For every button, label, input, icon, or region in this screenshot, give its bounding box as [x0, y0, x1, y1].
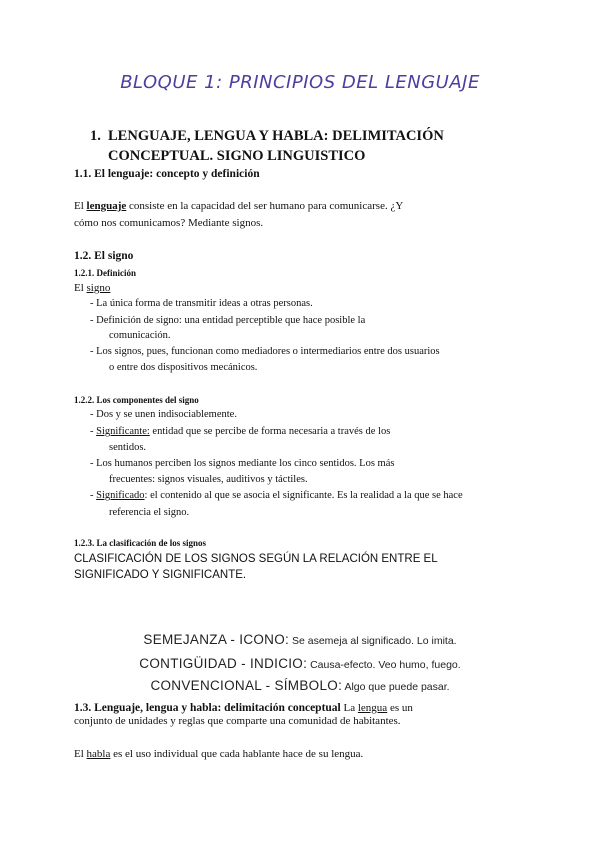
classification-line2: SIGNIFICADO Y SIGNIFICANTE.	[74, 569, 247, 581]
text: -	[90, 426, 97, 437]
term-habla: habla	[86, 748, 111, 760]
list-item: - La única forma de transmitir ideas a otras personas.	[90, 298, 313, 309]
heading-1-2: 1.2. El signo	[74, 250, 134, 262]
sign-key: SEMEJANZA - ICONO:	[143, 632, 290, 647]
term-signo: signo	[86, 282, 111, 294]
term-lenguaje: lenguaje	[86, 200, 127, 212]
text: El	[74, 282, 87, 294]
list-item: - Dos y se unen indisociablemente.	[90, 409, 237, 420]
text: : el contenido al que se asocia el significante. Es la realidad a la que se hace	[144, 490, 463, 501]
paragraph-1-3-cont: conjunto de unidades y reglas que comparte una comunidad de habitantes.	[74, 715, 401, 727]
list-item-cont: o entre dos dispositivos mecánicos.	[109, 362, 258, 373]
text: El	[74, 200, 87, 212]
list-item: - Los signos, pues, funcionan como mediadores o intermediarios entre dos usuarios	[90, 346, 440, 357]
sign-value: Se asemeja al significado. Lo imita.	[289, 635, 457, 647]
text: consiste en la capacidad del ser humano para comunicarse. ¿Y	[126, 200, 404, 212]
paragraph-lenguaje	[74, 200, 403, 212]
list-item-significante	[90, 426, 390, 437]
sign-value: Causa-efecto. Veo humo, fuego.	[307, 659, 461, 671]
term-significante: Significante:	[96, 426, 150, 437]
term-lengua: lengua	[357, 702, 388, 714]
heading-1-2-2: 1.2.2. Los componentes del signo	[74, 395, 199, 405]
text: -	[90, 490, 97, 501]
text: La	[340, 702, 358, 714]
sign-type-indicio	[0, 655, 600, 673]
classification-line1: CLASIFICACIÓN DE LOS SIGNOS SEGÚN LA RELACIÓN ENTRE EL	[74, 553, 438, 565]
text: El	[74, 748, 87, 760]
sign-type-icono	[0, 631, 600, 649]
sign-value: Algo que puede pasar.	[342, 681, 450, 693]
paragraph-habla	[74, 748, 363, 760]
list-item-cont: comunicación.	[109, 330, 171, 341]
sign-type-simbolo	[0, 677, 600, 695]
section-heading-line1: LENGUAJE, LENGUA Y HABLA: DELIMITACIÓN	[108, 128, 444, 144]
list-item-cont: sentidos.	[109, 442, 147, 453]
list-item-cont: frecuentes: signos visuales, auditivos y táctiles.	[109, 474, 308, 485]
list-item-significado	[90, 490, 463, 501]
list-item-cont: referencia el signo.	[109, 507, 190, 518]
heading-1-2-1: 1.2.1. Definición	[74, 268, 136, 278]
list-item: - Definición de signo: una entidad perceptible que hace posible la	[90, 315, 366, 326]
paragraph-1-3	[74, 698, 413, 716]
signo-intro	[74, 282, 110, 294]
sign-key: CONVENCIONAL - SÍMBOLO:	[150, 678, 343, 693]
section-heading-line2: CONCEPTUAL. SIGNO LINGUISTICO	[108, 148, 366, 164]
term-significado: Significado	[96, 490, 145, 501]
sign-key: CONTIGÜIDAD - INDICIO:	[139, 656, 308, 671]
paragraph-lenguaje-cont: cómo nos comunicamos? Mediante signos.	[74, 217, 264, 229]
heading-1-3: 1.3. Lenguaje, lengua y habla: delimitación conceptual	[74, 702, 341, 714]
page-title: BLOQUE 1: PRINCIPIOS DEL LENGUAJE	[120, 72, 480, 93]
heading-1-1: 1.1. El lenguaje: concepto y definición	[74, 168, 260, 180]
text: entidad que se percibe de forma necesaria a través de los	[149, 426, 391, 437]
section-number: 1.	[90, 128, 101, 144]
text: es un	[387, 702, 413, 714]
text: es el uso individual que cada hablante hace de su lengua.	[110, 748, 364, 760]
list-item: - Los humanos perciben los signos mediante los cinco sentidos. Los más	[90, 458, 395, 469]
heading-1-2-3: 1.2.3. La clasificación de los signos	[74, 538, 207, 548]
